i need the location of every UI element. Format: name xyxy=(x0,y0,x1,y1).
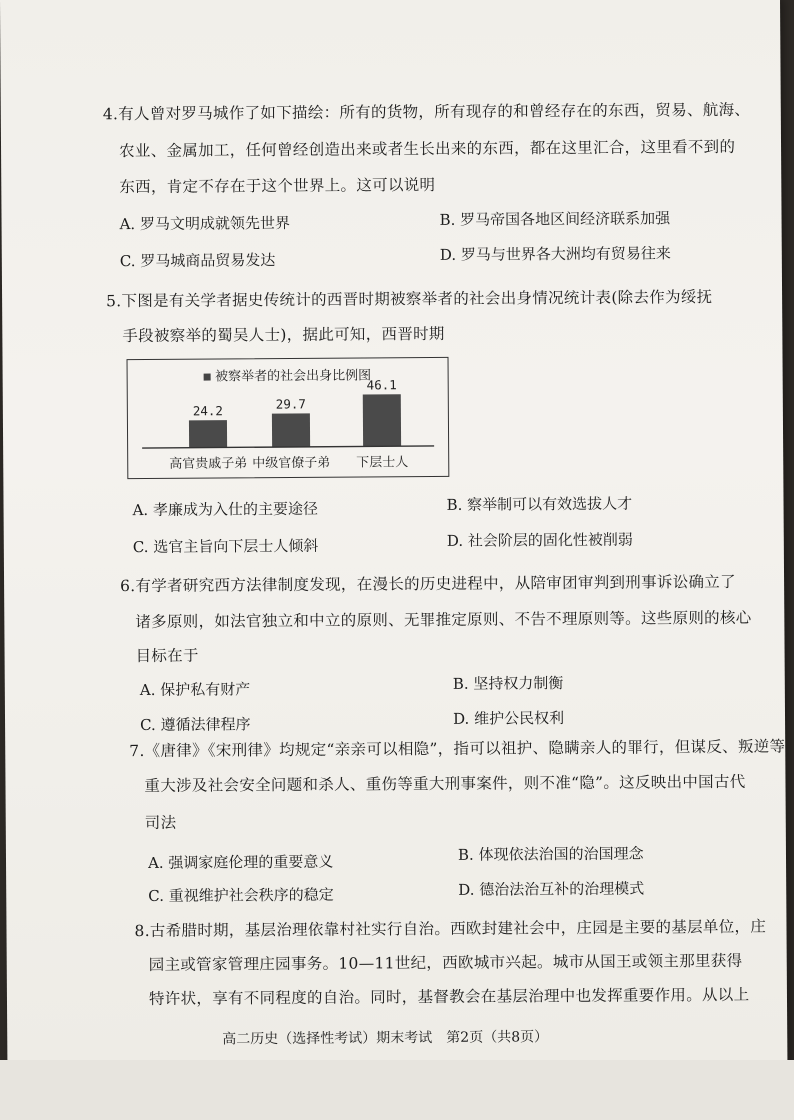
q4-option-b: B. 罗马帝国各地区间经济联系加强 xyxy=(439,209,671,229)
q7-stem-line-3: 司法 xyxy=(144,813,177,833)
q8-stem-line-2: 园主或管家管理庄园事务。10—11世纪，西欧城市兴起。城市从国王或领主那里获得 xyxy=(148,951,743,974)
q7-option-c: C. 重视维护社会秩序的稳定 xyxy=(148,885,334,905)
bar-1 xyxy=(189,420,227,448)
q7-stem-line-1: 7.《唐律》《宋刑律》均规定“亲亲可以相隐”，指可以祖护、隐瞒亲人的罪行，但谋反、叛逆等 xyxy=(129,737,786,761)
q8-stem-line-3: 特许状，享有不同程度的自治。同时，基督教会在基层治理中也发挥重要作用。从以上 xyxy=(148,985,750,1008)
bar-value-label-3: 46.1 xyxy=(366,377,397,393)
q6-option-b: B. 坚持权力制衡 xyxy=(452,674,564,693)
q4-stem-line-3: 东西，肯定不存在于这个世界上。这可以说明 xyxy=(119,175,436,197)
q5-option-d: D. 社会阶层的固化性被削弱 xyxy=(446,530,633,550)
page-footer: 高二历史（选择性考试）期末考试 第2页（共8页） xyxy=(222,1029,549,1048)
q6-stem-line-1: 6.有学者研究西方法律制度发现，在漫长的历史进程中，从陪审团审判到刑事诉讼确立了 xyxy=(120,572,736,596)
category-label-1: 高官贵戚子弟 xyxy=(169,456,248,472)
q6-stem-line-2: 诸多原则，如法官独立和中立的原则、无罪推定原则、不告不理原则等。这些原则的核心 xyxy=(135,608,752,632)
q5-stem-line-2: 手段被察举的蜀吴人士)，据此可知，西晋时期 xyxy=(122,324,445,346)
q7-option-a: A. 强调家庭伦理的重要意义 xyxy=(147,852,334,872)
underlying-sheet xyxy=(0,1060,794,1120)
chart-plot-area xyxy=(128,358,449,478)
q5-option-c: C. 选官主旨向下层士人倾斜 xyxy=(132,536,319,557)
q4-stem-line-1: 4.有人曾对罗马城作了如下描绘：所有的货物，所有现存的和曾经存在的东西，贸易、航海、 xyxy=(102,100,751,124)
q4-stem-line-2: 农业、金属加工，任何曾经创造出来或者生长出来的东西，都在这里汇合，这里看不到的 xyxy=(118,137,736,161)
bar-chart xyxy=(127,357,450,479)
q6-option-a: A. 保护私有财产 xyxy=(139,680,251,700)
q7-stem-line-2: 重大涉及社会安全问题和杀人、重伤等重大刑事案件，则不准“隐”。这反映出中国古代 xyxy=(144,772,746,796)
q6-option-d: D. 维护公民权利 xyxy=(452,709,565,728)
q8-stem-line-1: 8.古希腊时期，基层治理依靠村社实行自治。西欧封建社会中，庄园是主要的基层单位，庄 xyxy=(134,917,767,941)
q5-option-b: B. 察举制可以有效选拔人才 xyxy=(446,494,633,514)
q7-option-d: D. 德治法治互补的治理模式 xyxy=(458,879,645,899)
q4-option-c: C. 罗马城商品贸易发达 xyxy=(119,251,276,271)
chart-title-text: 被察举者的社会出身比例图 xyxy=(215,368,372,385)
bar-3 xyxy=(363,394,401,446)
q7-option-b: B. 体现依法治国的治国理念 xyxy=(457,844,644,864)
q5-stem-line-1: 5.下图是有关学者据史传统计的西晋时期被察举者的社会出身情况统计表(除去作为绥抚 xyxy=(106,288,713,311)
q4-option-d: D. 罗马与世界各大洲均有贸易往来 xyxy=(439,244,671,264)
category-label-3: 下层士人 xyxy=(356,455,409,471)
bar-value-label-2: 29.7 xyxy=(275,396,306,412)
q5-option-a: A. 孝廉成为入仕的主要途径 xyxy=(132,499,318,520)
q6-option-c: C. 遵循法律程序 xyxy=(140,715,251,735)
bar-value-label-1: 24.2 xyxy=(192,403,223,419)
q6-stem-line-3: 目标在于 xyxy=(135,646,199,666)
q4-option-a: A. 罗马文明成就领先世界 xyxy=(119,213,291,234)
bar-2 xyxy=(272,413,310,447)
category-label-2: 中级官僚子弟 xyxy=(252,455,331,472)
